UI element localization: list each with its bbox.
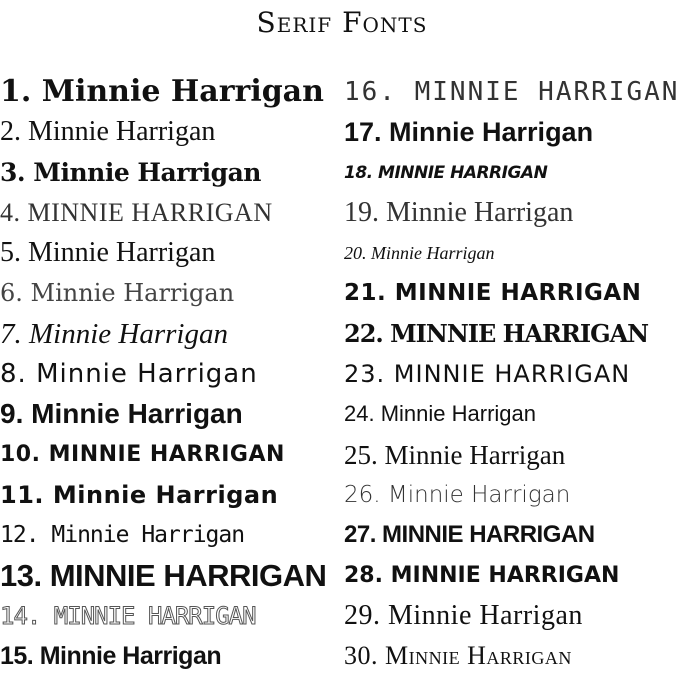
page-title: Serif Fonts: [256, 6, 428, 39]
font-sample-24: 24. Minnie Harrigan: [344, 401, 536, 427]
font-sample-9: 9. Minnie Harrigan: [0, 398, 243, 430]
font-list-right: [344, 72, 680, 676]
font-sample-30: 30. Minnie Harrigan: [344, 641, 572, 671]
font-sample-17: 17. Minnie Harrigan: [344, 117, 594, 148]
font-sample-13: 13. MINNIE HARRIGAN: [0, 557, 327, 593]
font-sample-18: 18. MINNIE HARRIGAN: [344, 162, 548, 183]
font-sample-21: 21. MINNIE HARRIGAN: [344, 280, 642, 307]
font-sample-28: 28. MINNIE HARRIGAN: [344, 562, 620, 588]
font-sample-22: 22. MINNIE HARRIGAN: [344, 318, 649, 348]
font-sample-20: 20. Minnie Harrigan: [344, 243, 495, 264]
font-sample-10: 10. MINNIE HARRIGAN: [0, 441, 285, 467]
font-sample-2: 2. Minnie Harrigan: [0, 116, 216, 148]
font-sample-11: 11. Minnie Harrigan: [0, 480, 279, 509]
font-sample-4: 4. MINNIE HARRIGAN: [0, 197, 273, 227]
font-sample-26: 26. Minnie Harrigan: [344, 481, 571, 508]
font-sample-1: 1. Minnie Harrigan: [0, 74, 324, 109]
font-sample-6: 6. Minnie Harrigan: [0, 279, 235, 308]
font-list-left: [0, 72, 330, 676]
font-sample-19: 19. Minnie Harrigan: [344, 196, 574, 228]
font-sample-25: 25. Minnie Harrigan: [344, 439, 566, 470]
font-sample-15: 15. Minnie Harrigan: [0, 642, 222, 671]
font-sample-16: 16. MINNIE HARRIGAN: [344, 77, 680, 107]
font-sample-5: 5. Minnie Harrigan: [0, 237, 216, 269]
font-sample-14: 14. MINNIE HARRIGAN: [0, 601, 256, 630]
font-sample-27: 27. MINNIE HARRIGAN: [344, 521, 595, 549]
font-sample-29: 29. Minnie Harrigan: [344, 599, 583, 631]
font-sample-12: 12. Minnie Harrigan: [0, 522, 245, 549]
font-sample-8: 8. Minnie Harrigan: [0, 359, 258, 390]
font-sample-23: 23. MINNIE HARRIGAN: [344, 360, 631, 389]
font-sample-3: 3. Minnie Harrigan: [0, 157, 261, 187]
font-sample-7: 7. Minnie Harrigan: [0, 317, 228, 350]
